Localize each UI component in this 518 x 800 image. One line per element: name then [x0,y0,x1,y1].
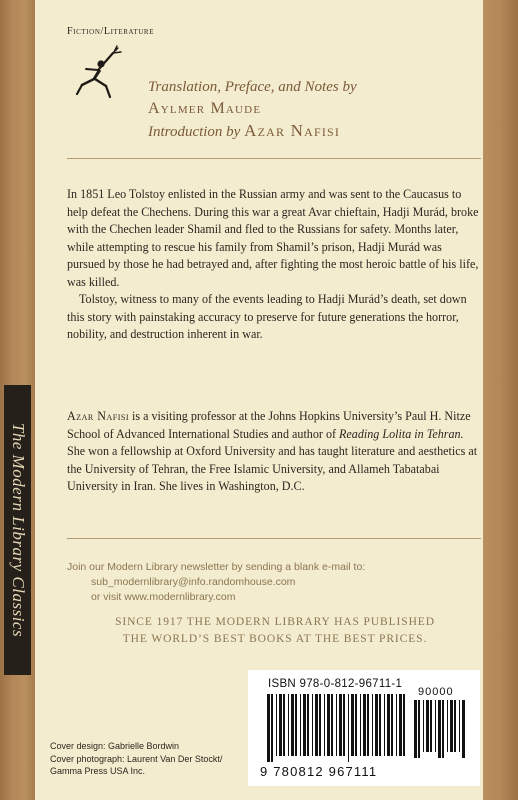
price-code: 90000 [418,686,454,698]
barcode-bar [336,694,337,756]
right-edge-band [483,0,518,800]
barcode-bar [462,700,465,758]
synopsis-paragraph-1: In 1851 Leo Tolstoy enlisted in the Russian army and was sent to the Caucasus to help defeat the Chechens. During this war a great Avar chieftain, Hadji Murád, broke with the Chechen leader Shamil and fled to the Russians for safety. Months later, while attempting to rescue his family from Shamil’s prison, Hadji Murád was pursued by those he had betrayed and, after fighting the most heroic battle of his life, was killed. [67,187,479,289]
author-bio [67,408,481,496]
barcode-bar [319,694,321,756]
barcode-bar [351,694,354,756]
barcode-bar [396,694,397,756]
publisher-tagline [95,614,455,648]
barcode-bar [442,700,444,758]
translation-credit-label: Translation, Preface, and Notes by [148,79,357,95]
newsletter-email: sub_modernlibrary@info.randomhouse.com [91,576,296,588]
tagline-line-2: THE WORLD’S BEST BOOKS AT THE BEST PRICES. [122,633,428,645]
barcode-bar [450,700,453,752]
barcode-bar [391,694,393,756]
barcode-bar [367,694,369,756]
credits-block [148,76,468,142]
series-label-panel [4,385,31,675]
newsletter-website: or visit www.modernlibrary.com [91,591,236,603]
cover-photo-credit: Cover photograph: Laurent Van Der Stockt/ [50,753,223,764]
price-addon-barcode [413,700,467,760]
barcode-bar [360,694,361,756]
tagline-line-1: SINCE 1917 THE MODERN LIBRARY HAS PUBLISHED [115,616,435,628]
barcode-bar [279,694,282,756]
cover-design-credit: Cover design: Gabrielle Bordwin [50,741,180,751]
left-spine-band [0,0,35,800]
barcode-bar [355,694,357,756]
ean-digits: 9 780812 967111 [260,764,378,779]
barcode-bar [283,694,285,756]
author-bio-book-title: Reading Lolita in Tehran. [339,426,464,441]
category-label: Fiction/Literature [67,26,155,37]
barcode-bar [288,694,289,756]
barcode-bar [307,694,309,756]
author-bio-name: Azar Nafisi [67,409,129,423]
barcode-bar [300,694,301,756]
author-bio-text-2: She won a fellowship at Oxford University and has taught literature and aesthetics at the University of Tehran, the Free Islamic University, and Allameh Tabatabai University in Iran. She lives in Washington, D.C. [67,444,478,493]
barcode-bar [372,694,373,756]
barcode-bar [295,694,297,756]
barcode-bar [379,694,381,756]
barcode-bar [271,694,273,762]
barcode-bar [291,694,294,756]
introduction-credit-row [148,120,468,142]
cover-photo-agency: Gamma Press USA Inc. [50,766,146,776]
newsletter-line-1: Join our Modern Library newsletter by sending a blank e-mail to: [67,561,366,573]
top-divider [67,158,481,159]
barcode-bar [447,700,448,752]
barcode-bar [348,694,349,762]
barcode-bar [423,700,424,752]
barcode-bar [384,694,385,756]
translator-name: Aylmer Maude [148,100,262,117]
barcode-bar [418,700,420,758]
barcode-bar [403,694,405,756]
barcode-bar [399,694,402,756]
synopsis [67,186,481,344]
series-title: The Modern Library Classics [8,422,28,638]
barcode-bar [438,700,441,758]
barcode-bar [454,700,456,752]
introduction-credit-label: Introduction by [148,124,241,140]
ean-barcode [266,694,408,762]
middle-divider [67,538,481,539]
barcode-bar [339,694,342,756]
barcode-bar [331,694,333,756]
barcode-bar [276,694,277,756]
barcode-bar [315,694,318,756]
author-bio-text-1: is a visiting professor at the Johns Hopkins University’s Paul H. Nitze School of Advanced International Studies and author of [67,409,471,441]
barcode-bar [267,694,270,762]
barcode-panel [248,670,480,786]
barcode-bar [414,700,417,758]
barcode-bar [312,694,313,756]
barcode-bar [430,700,432,752]
barcode-bar [426,700,429,752]
barcode-bar [327,694,330,756]
barcode-bar [435,700,436,752]
cover-credits [50,740,250,778]
barcode-bar [324,694,325,756]
introducer-name: Azar Nafisi [244,121,341,140]
barcode-bar [303,694,306,756]
newsletter-block [67,560,467,605]
barcode-bar [387,694,390,756]
synopsis-paragraph-2: Tolstoy, witness to many of the events leading to Hadji Murád’s death, set down this story with painstaking accuracy to preserve for future generations the horror, nobility, and destruction inherent in war. [67,292,467,341]
barcode-bar [459,700,460,752]
torchbearer-logo-icon [68,44,128,104]
barcode-bar [375,694,378,756]
barcode-bar [363,694,366,756]
isbn-label: ISBN 978-0-812-96711-1 [268,678,403,690]
barcode-bar [343,694,345,756]
